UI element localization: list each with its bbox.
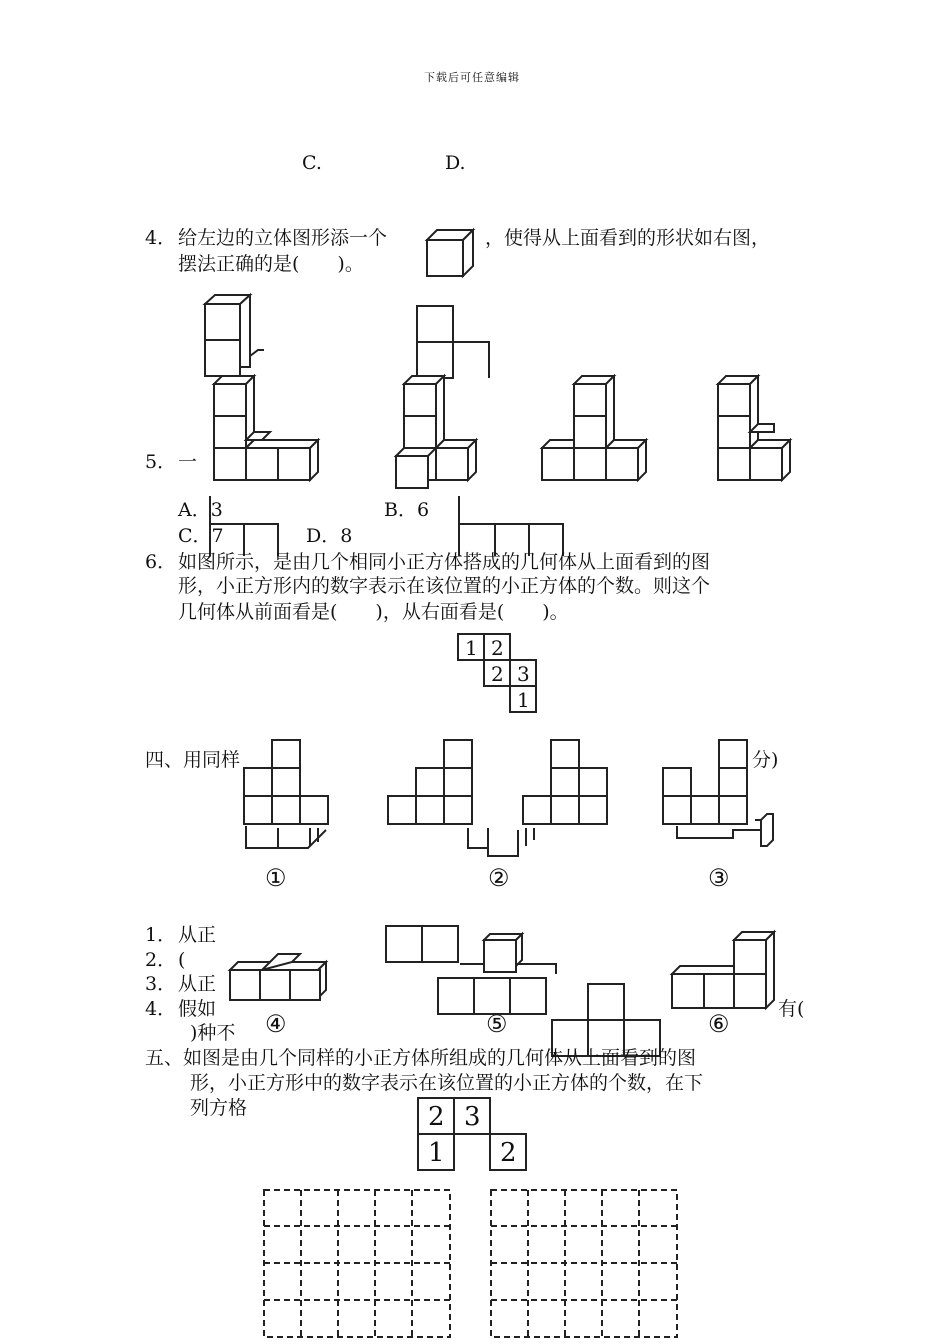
- q6-text-2: 形，小正方形内的数字表示在该位置的小正方体的个数。则这个: [178, 575, 711, 597]
- section4-figure-6-solid: [670, 930, 778, 1014]
- page-header: 下载后可任意编辑: [424, 71, 520, 84]
- section4-figure-2: [388, 738, 538, 862]
- q5-option-d: D．8: [306, 525, 353, 547]
- q3-option-c: C.: [302, 152, 322, 174]
- q4-text-1a: 给左边的立体图形添一个: [178, 227, 388, 249]
- section4-item-1-number: 1．: [145, 924, 177, 946]
- section4-item-3-number: 3．: [145, 973, 177, 995]
- q6-number: 6．: [145, 551, 177, 573]
- section4-figure-4-solid: [226, 952, 338, 1004]
- q5-number: 5．: [145, 451, 177, 473]
- q6-top-view-grid: [456, 632, 542, 716]
- section4-item-4-number: 4．: [145, 998, 177, 1020]
- section4-label-1: ①: [265, 864, 287, 892]
- section4-item-4-tail: 有(: [778, 998, 805, 1020]
- q5-option-b: B．6: [384, 499, 430, 521]
- section4-figure-3-front: [523, 738, 613, 828]
- section4-figure-5-partial: [460, 930, 560, 974]
- section5-top-view-grid: [416, 1096, 532, 1174]
- section5-title: 五、如图是由几个同样的小正方体所组成的几何体从上面看到的图: [145, 1047, 697, 1069]
- q4-option-c-solid: [540, 372, 650, 484]
- section4-item-2-text: (: [178, 949, 186, 971]
- section4-item-3-text: 从正: [178, 973, 217, 995]
- q4-option-a-solid: [208, 372, 324, 484]
- section4-label-5: ⑤: [486, 1010, 508, 1038]
- q4-text-1b: ，使得从上面看到的形状如右图，: [485, 227, 771, 249]
- answer-grid-left[interactable]: [263, 1189, 453, 1339]
- q5-option-a: A．3: [178, 499, 223, 521]
- single-cube-figure: [425, 228, 477, 278]
- section4-item-4-line2: )种不: [190, 1022, 236, 1044]
- q6-grid-count: 1: [465, 636, 478, 660]
- section4-item-4-text: 假如: [178, 998, 217, 1020]
- section4-title-b: 分): [752, 749, 779, 771]
- q4-option-d-solid: [714, 372, 794, 484]
- q6-text-1: 如图所示，是由几个相同小正方体搭成的几何体从上面看到的图: [178, 551, 711, 573]
- q5-text-fragment: 一: [178, 451, 198, 473]
- section5-text-2: 形，小正方形中的数字表示在该位置的小正方体的个数，在下: [190, 1072, 704, 1094]
- q4-given-solid: [200, 292, 270, 366]
- section4-figure-5-top: [384, 924, 464, 964]
- q3-option-d: D.: [445, 152, 466, 174]
- section4-label-6: ⑥: [708, 1010, 730, 1038]
- section4-label-4: ④: [265, 1010, 287, 1038]
- section5-text-3: 列方格: [190, 1097, 248, 1119]
- section4-figure-1: [244, 738, 334, 852]
- section5-grid-count: 1: [428, 1138, 445, 1168]
- section4-figure-4: [663, 738, 779, 850]
- answer-grid-right[interactable]: [490, 1189, 680, 1339]
- section4-label-2: ②: [488, 864, 510, 892]
- q6-grid-count: 1: [517, 688, 530, 712]
- section5-grid-count: 3: [464, 1102, 481, 1132]
- section5-grid-count: 2: [500, 1138, 517, 1168]
- q6-grid-count: 3: [517, 662, 530, 686]
- section4-item-1-text: 从正: [178, 924, 217, 946]
- q4-text-2: 摆法正确的是( )。: [178, 253, 364, 275]
- section4-title-a: 四、用同样: [145, 749, 241, 771]
- section4-label-3: ③: [708, 864, 730, 892]
- q6-grid-count: 2: [491, 662, 504, 686]
- q6-grid-count: 2: [491, 636, 504, 660]
- section4-item-2-number: 2．: [145, 949, 177, 971]
- q5-option-c: C．7: [178, 525, 224, 547]
- q6-text-3: 几何体从前面看是( )，从右面看是( )。: [178, 601, 569, 623]
- q4-option-b-solid: [392, 372, 484, 492]
- section5-grid-count: 2: [428, 1102, 445, 1132]
- q4-number: 4．: [145, 227, 177, 249]
- q4-top-view: [413, 302, 493, 366]
